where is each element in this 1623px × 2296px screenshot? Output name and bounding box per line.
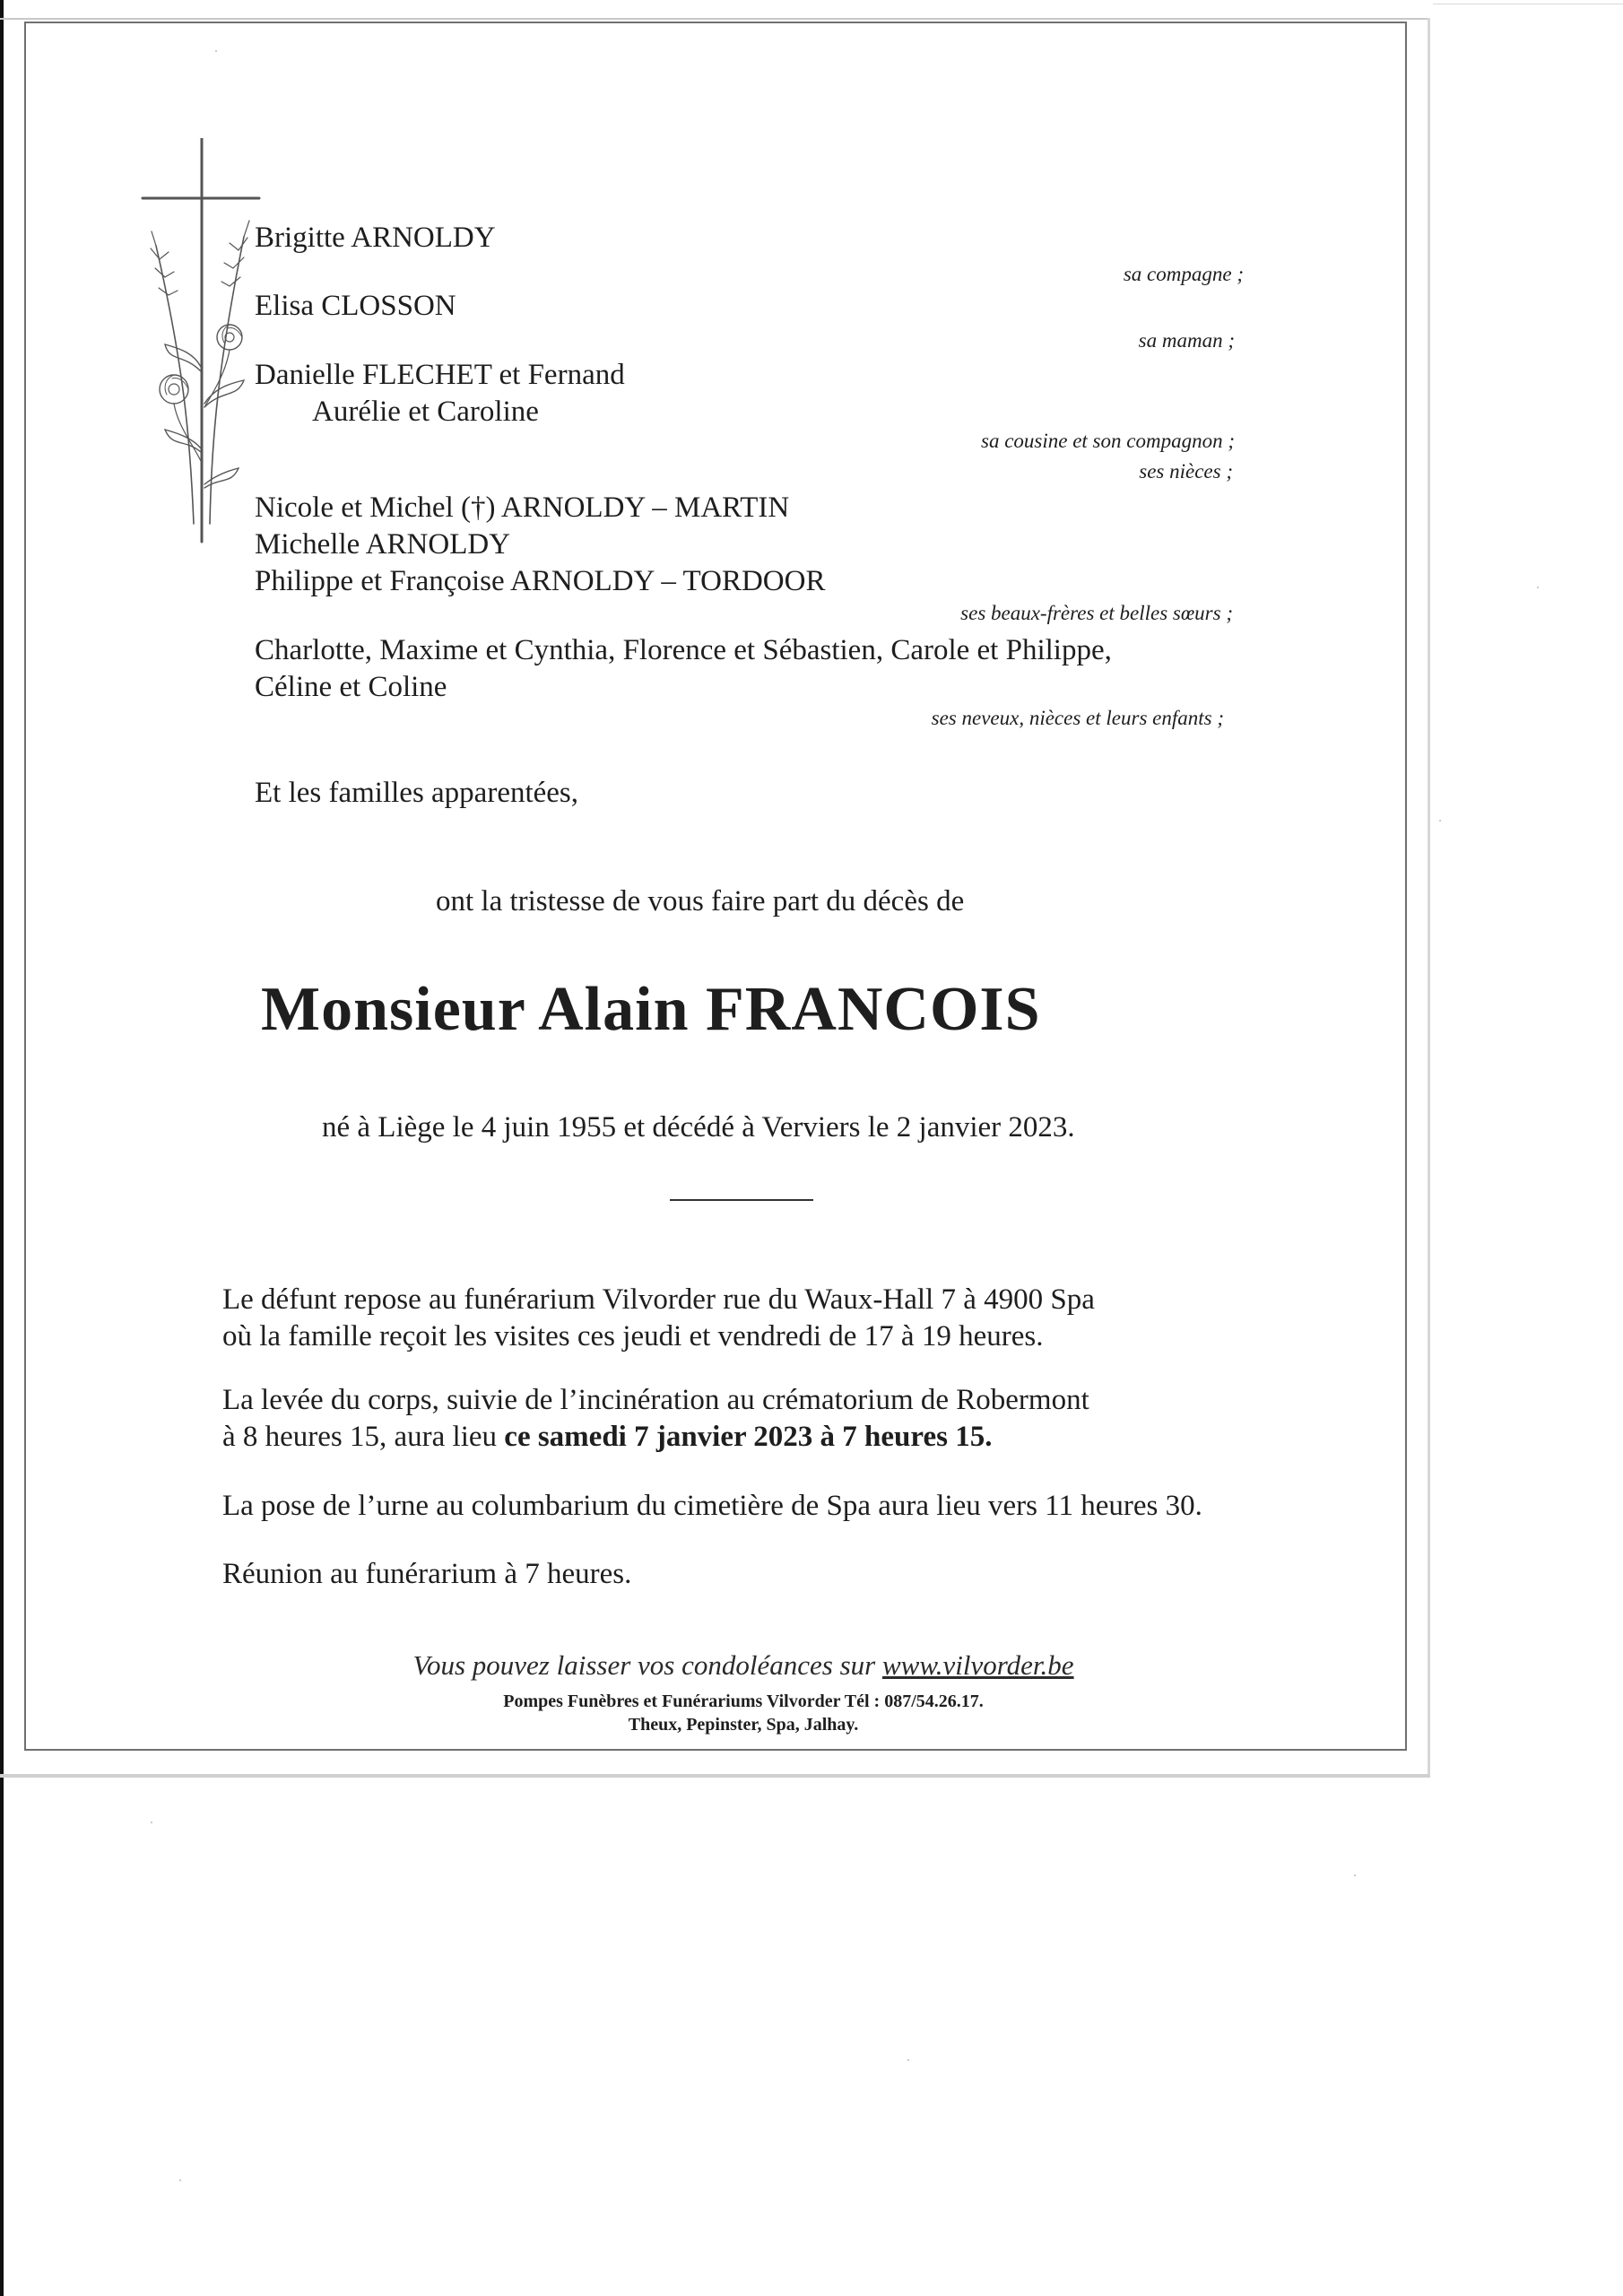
levee-line-1: La levée du corps, suivie de l’incinération au crématorium de Robermont <box>222 1384 1089 1416</box>
condolences-text: Vous pouvez laisser vos condoléances sur <box>412 1649 882 1681</box>
deceased-name: Monsieur Alain FRANCOIS <box>261 975 1041 1044</box>
scan-dust <box>151 1822 152 1823</box>
role-neveux: ses neveux, nièces et leurs enfants ; <box>931 707 1224 729</box>
family-name-michelle: Michelle ARNOLDY <box>255 528 511 561</box>
reunion-line: Réunion au funérarium à 7 heures. <box>222 1558 632 1590</box>
role-cousine: sa cousine et son compagnon ; <box>981 430 1235 452</box>
birth-death-dates: né à Liège le 4 juin 1955 et décédé à Verviers le 2 janvier 2023. <box>322 1111 1075 1144</box>
scan-dust <box>1354 1874 1356 1876</box>
levee-line-2-bold: ce samedi 7 janvier 2023 à 7 heures 15. <box>504 1421 993 1453</box>
condolences-line <box>412 1649 1073 1682</box>
announcement-intro: ont la tristesse de vous faire part du décès de <box>436 885 965 918</box>
scan-dust <box>1537 587 1539 588</box>
role-beaux-freres: ses beaux-frères et belles sœurs ; <box>960 602 1233 624</box>
urne-line: La pose de l’urne au columbarium du cimetière de Spa aura lieu vers 11 heures 30. <box>222 1490 1202 1522</box>
cross-with-wheat-and-flowers-icon <box>138 138 273 551</box>
family-name-danielle: Danielle FLECHET et Fernand <box>255 359 625 391</box>
family-name-brigitte: Brigitte ARNOLDY <box>255 222 496 254</box>
condolences-link[interactable]: www.vilvorder.be <box>881 1649 1074 1681</box>
scan-edge-bottom <box>0 1774 1430 1778</box>
scan-dust <box>179 2179 181 2181</box>
repose-line-2: où la famille reçoit les visites ces jeudi et vendredi de 17 à 19 heures. <box>222 1320 1044 1352</box>
family-name-philippe: Philippe et Françoise ARNOLDY – TORDOOR <box>255 565 826 597</box>
scan-dust <box>907 2059 909 2061</box>
family-name-elisa: Elisa CLOSSON <box>255 290 456 322</box>
scan-edge-top <box>0 18 1430 20</box>
footer-locations: Theux, Pepinster, Spa, Jalhay. <box>628 1715 859 1735</box>
separator-line <box>670 1199 813 1201</box>
scan-dust <box>1439 820 1441 822</box>
scan-edge-left <box>0 0 4 2296</box>
family-name-charlotte: Charlotte, Maxime et Cynthia, Florence et Sébastien, Carole et Philippe, <box>255 634 1112 666</box>
levee-line-2-plain: à 8 heures 15, aura lieu <box>222 1421 505 1453</box>
family-name-aurelie: Aurélie et Caroline <box>312 396 539 428</box>
family-related: Et les familles apparentées, <box>255 777 579 809</box>
role-compagne: sa compagne ; <box>1123 263 1244 285</box>
family-name-nicole: Nicole et Michel (†) ARNOLDY – MARTIN <box>255 491 790 524</box>
family-name-celine: Céline et Coline <box>255 671 447 703</box>
role-maman: sa maman ; <box>1138 329 1235 352</box>
role-nieces: ses nièces ; <box>1139 460 1233 483</box>
levee-line-2 <box>222 1422 992 1452</box>
obituary-card <box>24 22 1407 1751</box>
footer-company: Pompes Funèbres et Funérariums Vilvorder Tél : 087/54.26.17. <box>503 1692 984 1711</box>
scan-edge-right <box>1428 18 1430 1776</box>
repose-line-1: Le défunt repose au funérarium Vilvorder rue du Waux-Hall 7 à 4900 Spa <box>222 1283 1095 1316</box>
